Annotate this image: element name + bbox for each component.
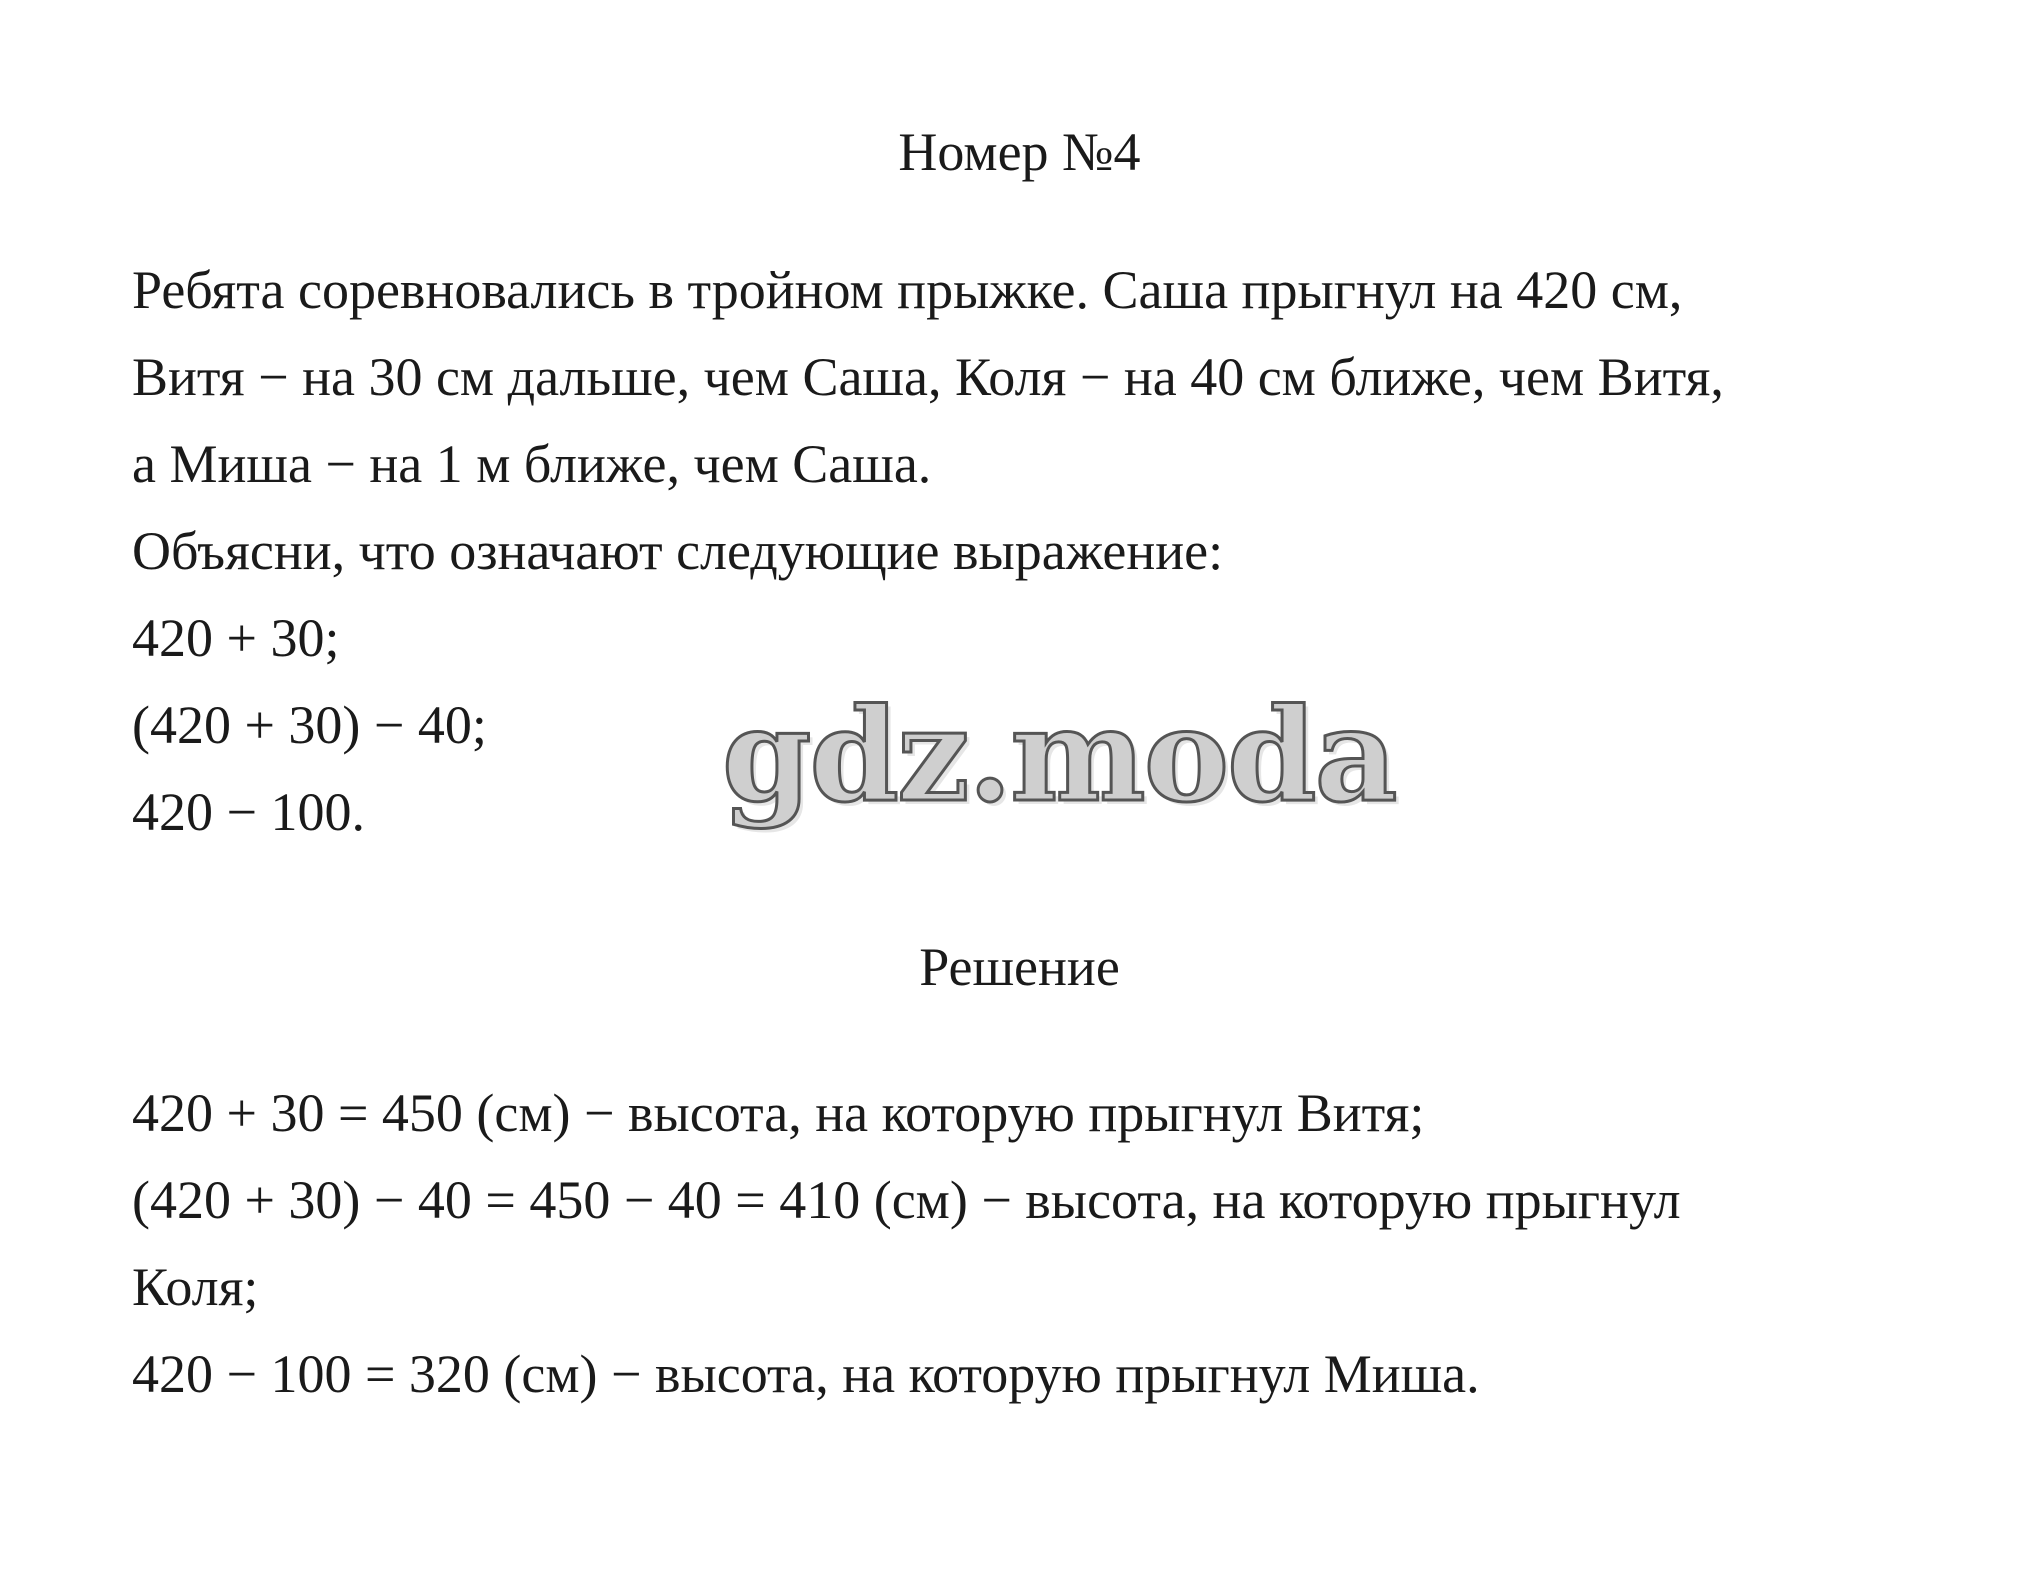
solution-line: 420 − 100 = 320 (см) − высота, на которую прыгнул Миша.: [132, 1344, 1480, 1404]
expression-1: 420 + 30;: [132, 608, 340, 668]
problem-line: а Миша − на 1 м ближе, чем Саша.: [132, 434, 932, 494]
exercise-title: Номер №4: [898, 122, 1141, 182]
problem-question: Объясни, что означают следующие выражение:: [132, 521, 1224, 581]
solution-title: Решение: [919, 937, 1120, 997]
solution-body: [132, 1070, 1992, 1418]
watermark-logo: gdz.moda: [722, 681, 1396, 831]
solution-line: Коля;: [132, 1257, 259, 1317]
expression-3: 420 − 100.: [132, 782, 365, 842]
solution-line: (420 + 30) − 40 = 450 − 40 = 410 (см) − высота, на которую прыгнул: [132, 1170, 1681, 1230]
problem-line: Витя − на 30 см дальше, чем Саша, Коля − на 40 см ближе, чем Витя,: [132, 347, 1724, 407]
expression-2: (420 + 30) − 40;: [132, 695, 487, 755]
problem-line: Ребята соревновались в тройном прыжке. Саша прыгнул на 420 см,: [132, 260, 1683, 320]
solution-line: 420 + 30 = 450 (см) − высота, на которую прыгнул Витя;: [132, 1083, 1425, 1143]
